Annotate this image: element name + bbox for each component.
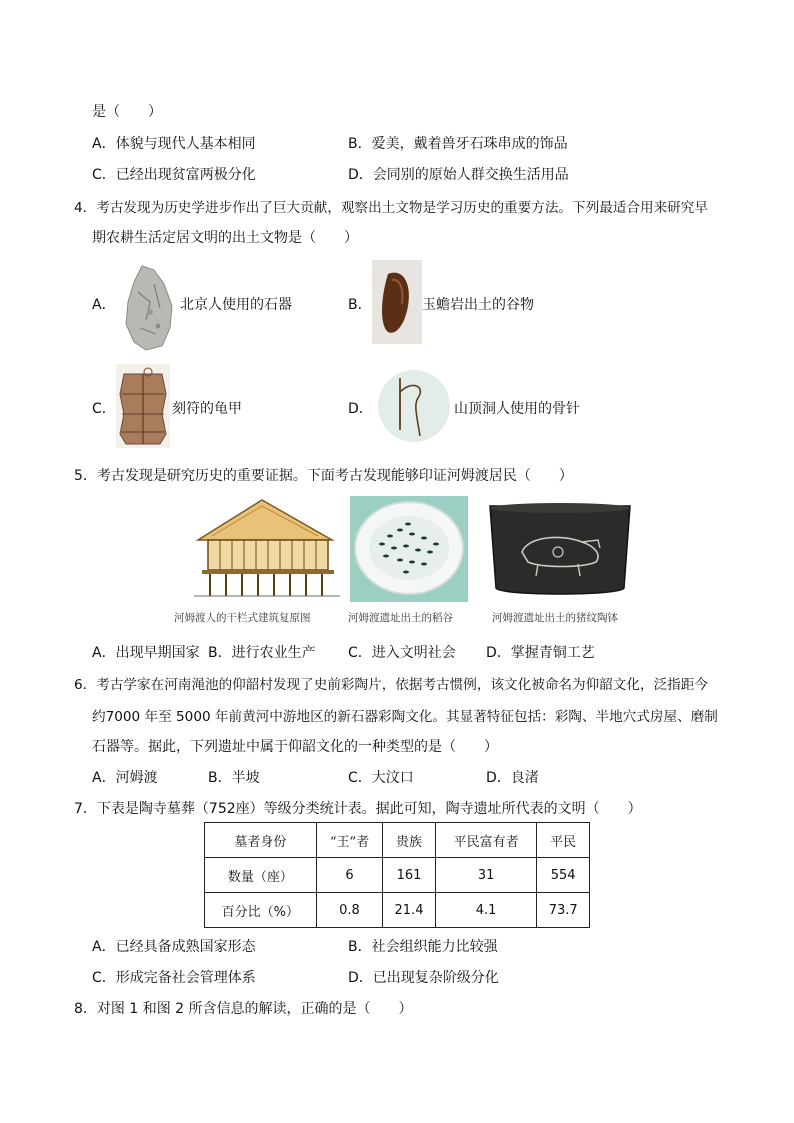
table-cell: 554 (537, 858, 590, 893)
table-cell: 73.7 (537, 893, 590, 928)
grain-image (372, 260, 422, 344)
q6-stem-line1: 6．考古学家在河南渑池的仰韶村发现了史前彩陶片，依据考古惯例，该文化被命名为仰韶文化，泛指距今 (74, 677, 708, 693)
q6-option-a: A．河姆渡 (92, 770, 158, 786)
q7-option-a: A．已经具备成熟国家形态 (92, 939, 256, 955)
table-cell: 4.1 (435, 893, 537, 928)
table-header-cell: “王”者 (316, 823, 383, 858)
q7-option-d: D．已出现复杂阶级分化 (348, 970, 499, 986)
q6-option-c: C．大汶口 (348, 770, 414, 786)
tortoise-shell-image (116, 364, 170, 448)
table-header-row (205, 823, 590, 858)
table-cell: 21.4 (383, 893, 436, 928)
table-row (205, 893, 590, 928)
q7-option-b: B．社会组织能力比较强 (348, 939, 498, 955)
q3-option-b: B．爱美，戴着兽牙石珠串成的饰品 (348, 136, 568, 152)
q5-option-a: A．出现早期国家 (92, 645, 200, 661)
q4-option-d-caption: 山顶洞人使用的骨针 (454, 401, 580, 417)
table-cell: 6 (316, 858, 383, 893)
q4-option-b-letter: B． (348, 297, 372, 313)
q6-option-d: D．良渚 (486, 770, 539, 786)
q3-option-c: C．已经出现贫富两极分化 (92, 167, 256, 183)
q4-stem-line1: 4．考古发现为历史学进步作出了巨大贡献，观察出土文物是学习历史的重要方法。下列最适合用来研究早 (74, 200, 708, 216)
table-cell: 数量（座） (205, 858, 317, 893)
table-header-cell: 平民 (537, 823, 590, 858)
q4-option-c-letter: C． (92, 401, 116, 417)
tomb-statistics-table (204, 822, 590, 928)
q3-option-d: D．会同别的原始人群交换生活用品 (348, 167, 569, 183)
table-cell: 百分比（%） (205, 893, 317, 928)
table-row (205, 858, 590, 893)
q5-caption-bowl: 河姆渡遗址出土的猪纹陶钵 (492, 612, 618, 624)
q5-option-b: B．进行农业生产 (208, 645, 316, 661)
q5-option-d: D．掌握青铜工艺 (486, 645, 595, 661)
table-cell: 31 (435, 858, 537, 893)
table-cell: 161 (383, 858, 436, 893)
q7-option-c: C．形成完备社会管理体系 (92, 970, 256, 986)
q6-stem-line2: 约7000 年至 5000 年前黄河中游地区的新石器彩陶文化。其显著特征包括：彩陶、半地穴式房屋、磨制 (92, 709, 718, 725)
q4-stem-line2: 期农耕生活定居文明的出土文物是（ ） (92, 230, 358, 246)
q7-stem: 7．下表是陶寺墓葬（752座）等级分类统计表。据此可知，陶寺遗址所代表的文明（ ） (74, 801, 642, 817)
q3-option-a: A．体貌与现代人基本相同 (92, 136, 256, 152)
q5-caption-house: 河姆渡人的干栏式建筑复原图 (174, 612, 311, 624)
q5-option-c: C．进入文明社会 (348, 645, 456, 661)
table-cell: 0.8 (316, 893, 383, 928)
table-header-cell: 平民富有者 (435, 823, 537, 858)
q4-option-d-letter: D． (348, 401, 373, 417)
q5-caption-rice: 河姆渡遗址出土的稻谷 (348, 612, 453, 624)
q8-stem: 8．对图 1 和图 2 所含信息的解读，正确的是（ ） (74, 1001, 413, 1017)
stone-tool-image (120, 262, 176, 352)
q4-option-a-letter: A． (92, 297, 116, 313)
stilt-house-image (192, 496, 342, 600)
q3-stem-tail: 是（ ） (92, 104, 162, 120)
q4-option-c-caption: 刻符的龟甲 (172, 401, 242, 417)
table-header-cell: 墓者身份 (205, 823, 317, 858)
q6-option-b: B．半坡 (208, 770, 260, 786)
q6-stem-line3: 石器等。据此，下列遗址中属于仰韶文化的一种类型的是（ ） (92, 739, 498, 755)
rice-grains-image (350, 496, 468, 602)
q4-option-b-caption: 玉蟾岩出土的谷物 (422, 297, 534, 313)
bone-needle-image (378, 370, 450, 442)
q4-option-a-caption: 北京人使用的石器 (180, 297, 292, 313)
q5-stem: 5．考古发现是研究历史的重要证据。下面考古发现能够印证河姆渡居民（ ） (74, 468, 573, 484)
pig-pottery-bowl-image (482, 500, 638, 600)
table-header-cell: 贵族 (383, 823, 436, 858)
